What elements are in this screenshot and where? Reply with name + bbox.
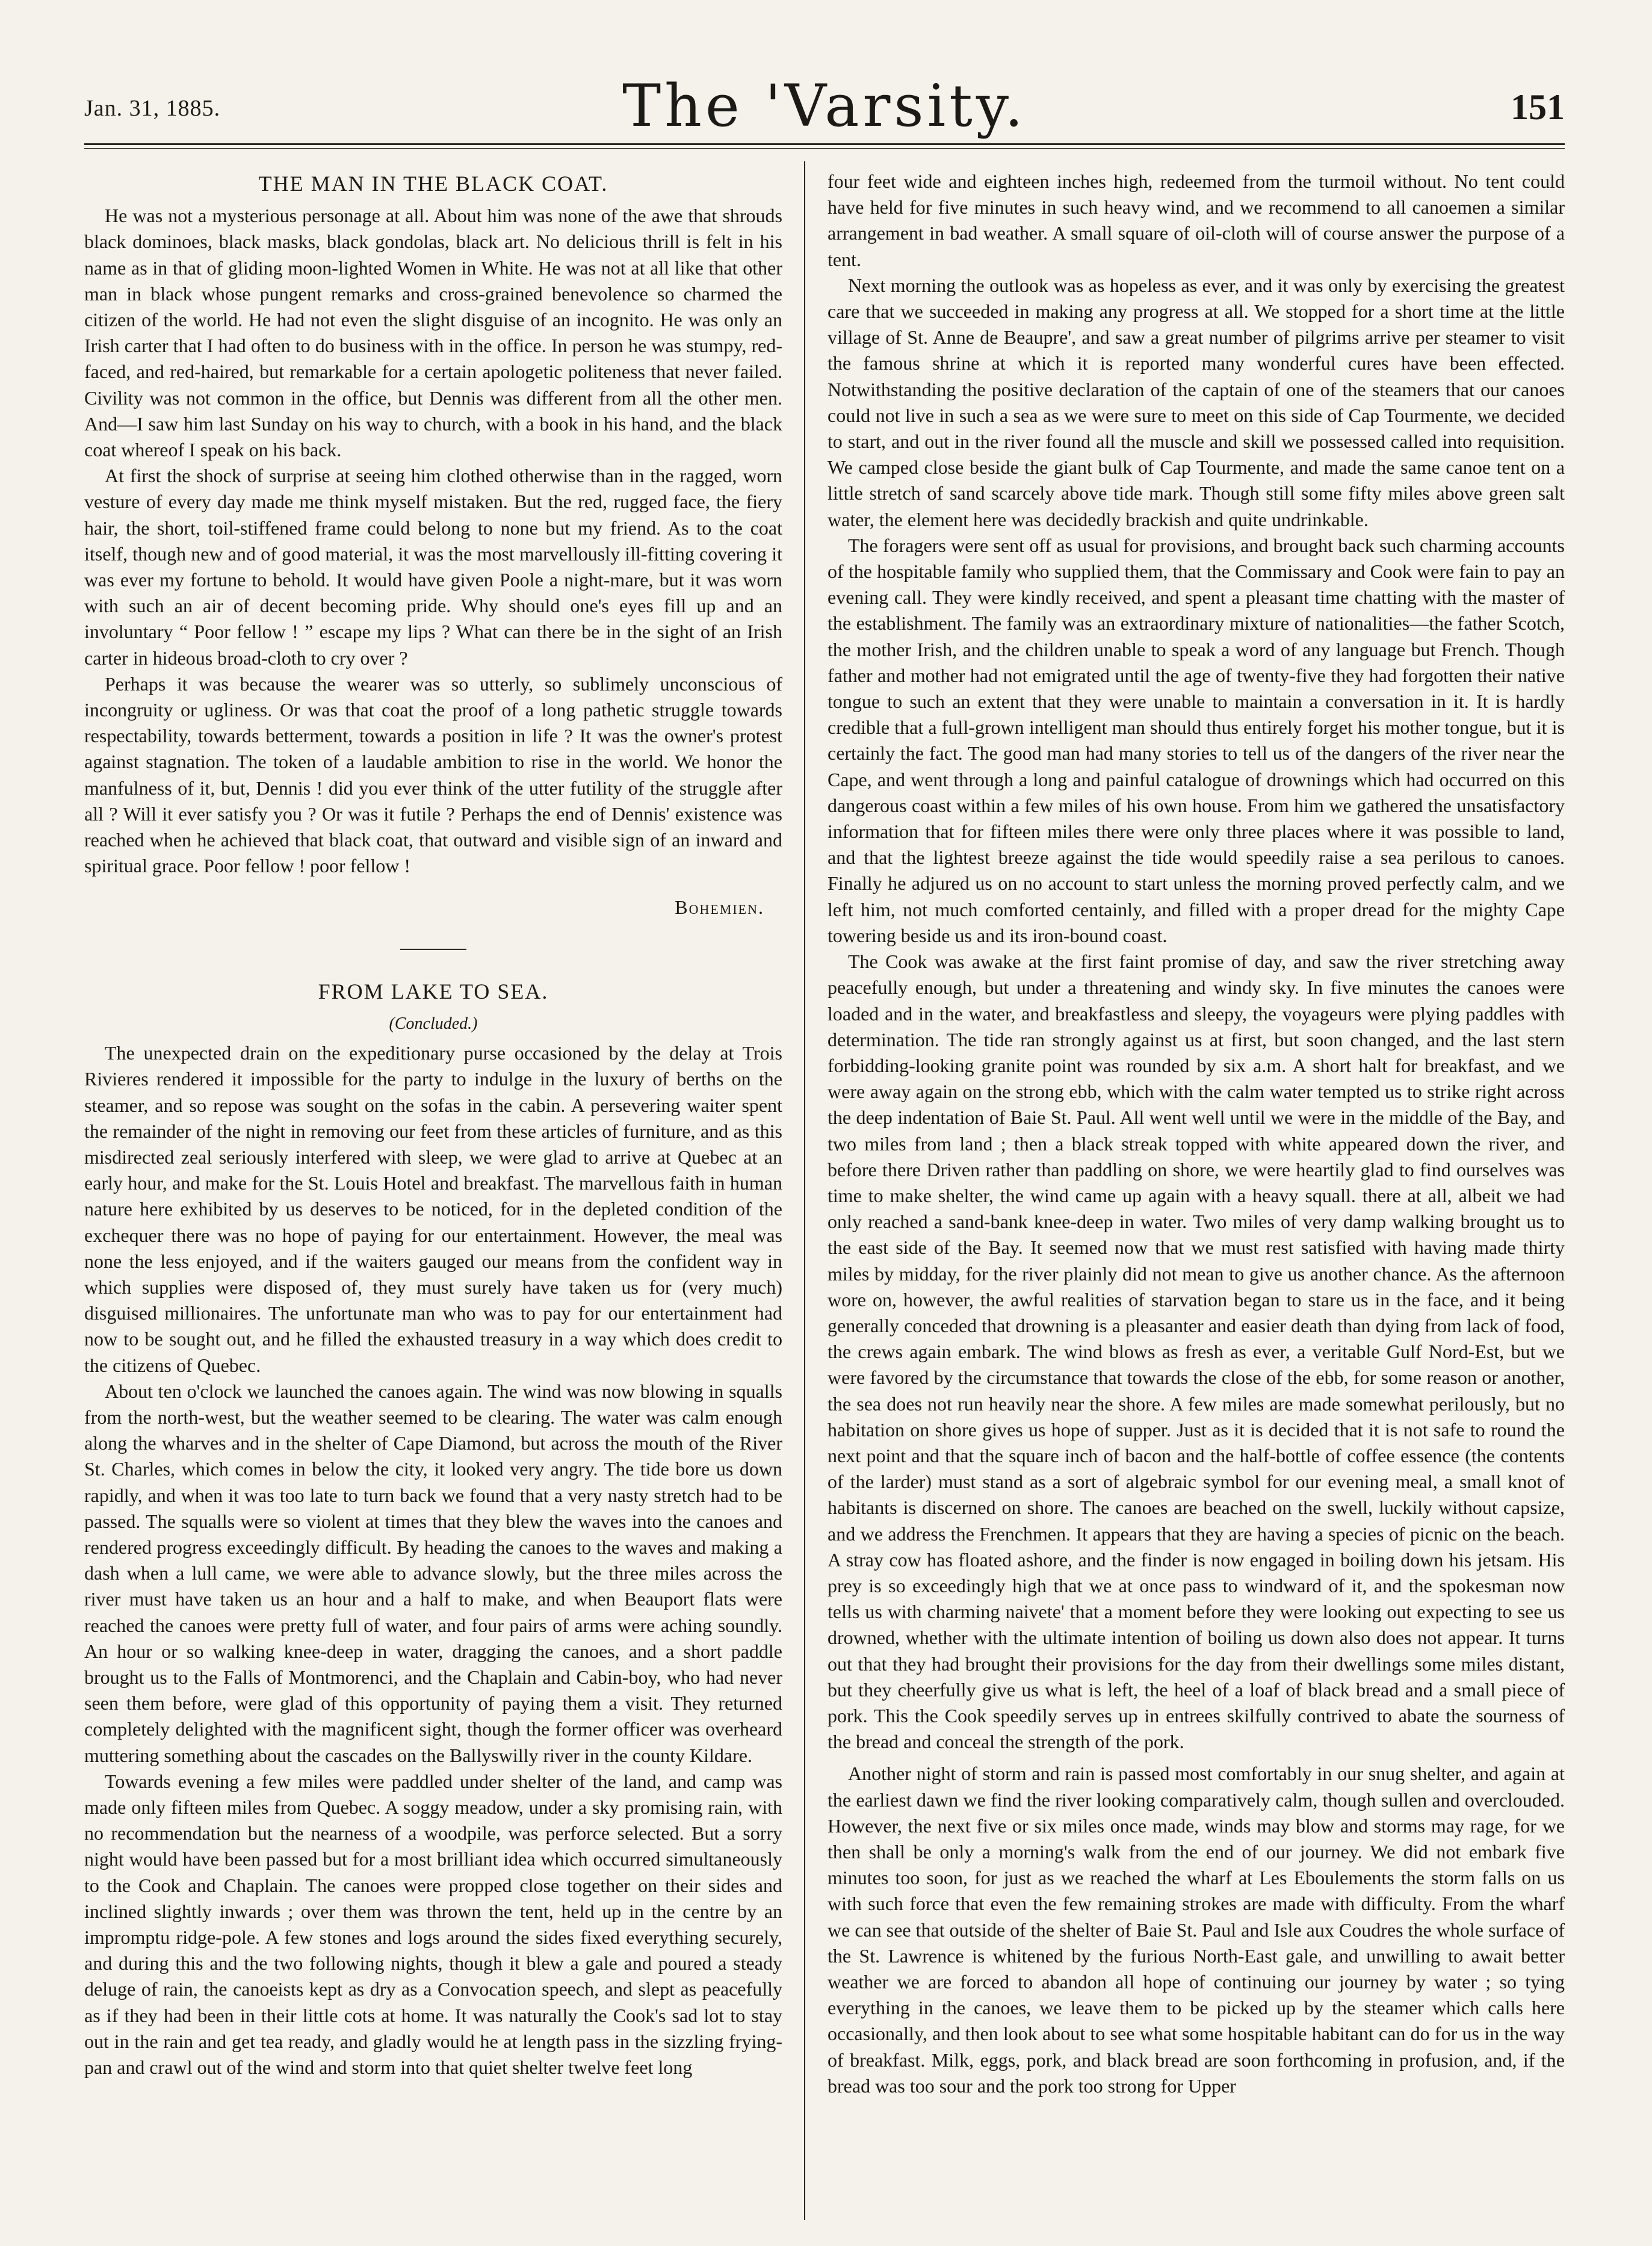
article-paragraph: Towards evening a few miles were paddled under shelter of the land, and camp was made only fifteen miles from Quebec. A soggy meadow, under a sky promising rain, with no recommendation but the nearness of a woodpile, was perforce selected. But a sorry night would have been passed but for a most brilliant idea which occurred simultaneously to the Cook and Chaplain. The canoes were propped close together on their sides and inclined slightly inwards ; over them was thrown the tent, held up in the centre by an impromptu ridge-pole. A few stones and logs around the sides fixed everything securely, and during this and the two following nights, though it blew a gale and poured a steady deluge of rain, the canoeists kept as dry as a Convocation speech, and slept as peacefully as if they had been in their little cots at home. It was naturally the Cook's sad lot to stay out in the rain and get tea ready, and gladly would he at length pass in the sizzling frying-pan and crawl out of the wind and storm into that quiet shelter twelve feet long bbox=[84, 1770, 782, 2079]
article-subheading: (Concluded.) bbox=[389, 1014, 478, 1033]
column-divider bbox=[804, 161, 805, 2220]
article-paragraph: He was not a mysterious personage at all. About him was none of the awe that shrouds black dominoes, black masks, black gondolas, black art. No delicious thrill is felt in his name as in that of gliding moon-lighted Women in White. He was not at all like that other man in black whose pungent remarks and cross-grained benevolence so charmed the citizen of the world. He had not even the slight disguise of an incognito. He was only an Irish carter that I had often to do business with in the office. In person he was stumpy, red-faced, and red-haired, but remarkable for a certain apologetic politeness that never failed. Civility was not common in the office, but Dennis was different from all the other men. And—I saw him last Sunday on his way to church, with a book in his hand, and the black coat whereof I speak on his back. bbox=[84, 205, 782, 461]
article-paragraph: The foragers were sent off as usual for provisions, and brought back such charming accounts of the hospitable family who supplied them, that the Commissary and Cook were fain to pay an evening call. They were kindly received, and spent a pleasant time chatting with the master of the establishment. The family was an extraordinary mixture of nationalities—the father Scotch, the mother Irish, and the children unable to speak a word of any language but French. Though father and mother had not emigrated until the age of twenty-five they had forgotten their native tongue to such an extent that they were unable to maintain a conversation in it. It is hardly credible that a full-grown intelligent man should thus entirely forget his mother tongue, but it is certainly the fact. The good man had many stories to tell us of the dangers of the river near the Cape, and went through a long and painful catalogue of drownings which had occurred on this dangerous coast within a few miles of his own house. From him we gathered the unsatisfactory information that for fifteen miles there were only three places where it was possible to land, and that the lightest breeze against the tide would speedily raise a sea perilous to canoes. Finally he adjured us on no account to start unless the morning proved perfectly calm, and we left him, not much comforted centainly, and filled with a proper dread for the mighty Cape towering beside us and its iron-bound coast. bbox=[828, 534, 1565, 946]
article-paragraph: About ten o'clock we launched the canoes again. The wind was now blowing in squalls from the north-west, but the weather seemed to be clearing. The water was calm enough along the wharves and in the shelter of Cape Diamond, but across the mouth of the River St. Charles, which comes in below the city, it looked very angry. The tide bore us down rapidly, and when it was too late to turn back we found that a very nasty stretch had to be passed. The squalls were so violent at times that they blew the waves into the canoes and rendered progress exceedingly difficult. By heading the canoes to the waves and making a dash when a lull came, we were able to advance slowly, but the three miles across the river must have taken us an hour and a half to make, and when Beauport flats were reached the canoes were pretty full of water, and four pairs of arms were aching soundly. An hour or so walking knee-deep in water, dragging the canoes, and a short paddle brought us to the Falls of Montmorenci, and the Chaplain and Cabin-boy, who had never seen them before, were glad of this opportunity of paying them a visit. They returned completely delighted with the magnificent sight, though the former officer was overheard muttering something about the cascades on the Ballyswilly river in the county Kildare. bbox=[84, 1380, 782, 1766]
article-paragraph: Next morning the outlook was as hopeless as ever, and it was only by exercising the greatest care that we succeeded in making any progress at all. We stopped for a short time at the little village of St. Anne de Beaupre', and saw a great number of pilgrims arrive per steamer to visit the famous shrine at which it is reported many wonderful cures have been effected. Notwithstanding the positive declaration of the captain of one of the steamers that our canoes could not live in such a sea as we were sure to meet on this side of Cap Tourmente, we decided to start, and out in the river found all the muscle and skill we possessed called into requisition. We camped close beside the giant bulk of Cap Tourmente, and made the same canoe tent on a little stretch of sand scarcely above tide mark. Though still some fifty miles above green salt water, the element here was decidedly brackish and quite undrinkable. bbox=[828, 274, 1565, 530]
header-rule-bottom bbox=[84, 148, 1565, 149]
article-signature: Bohemien. bbox=[675, 896, 764, 919]
paragraph-gap bbox=[828, 1755, 1565, 1761]
article-paragraph: four feet wide and eighteen inches high, redeemed from the turmoil without. No tent could have held for five minutes in such heavy wind, and we recommend to all canoemen a similar arrangement in bad weather. A small square of oil-cloth will of course answer the purpose of a tent. bbox=[828, 170, 1565, 270]
article-heading-from-lake-to-sea: FROM LAKE TO SEA. bbox=[318, 979, 549, 1004]
masthead bbox=[84, 72, 1565, 144]
article-paragraph: The Cook was awake at the first faint promise of day, and saw the river stretching away peacefully enough, but under a threatening and windy sky. In five minutes the canoes were loaded and in the water, and breakfastless and sleepy, the voyageurs were plying paddles with determination. The tide ran strongly against us at first, but soon changed, and the last stern forbidding-looking granite point was rounded by six a.m. A short halt for breakfast, and we were away again on the strong ebb, which with the calm water tempted us to strike right across the deep indentation of Baie St. Paul. All went well until we were in the middle of the Bay, and two miles from land ; then a black streak topped with white appeared down the river, and before there Driven rather than paddling on shore, we were heartily glad to find ourselves was time to make shelter, the wind came up again with a heavy squall. there at all, albeit we had only reached a sand-bank knee-deep in water. Two miles of very damp walking brought us to the east side of the Bay. It seemed now that we must rest satisfied with having made thirty miles by midday, for the river plainly did not mean to give us another chance. As the afternoon wore on, however, the awful realities of starvation began to stare us in the face, and it being generally conceded that drowning is a pleasanter and easier death than dying from lack of food, the crews again embark. The wind blows as fresh as ever, a veritable Gulf Nord-Est, but we were favored by the circumstance that towards the close of the ebb, for some reason or another, the sea does not run heavily near the shore. A few miles are made somewhat perilously, but no habitation on shore gives us hope of supper. Just as it is decided that it is not safe to round the next point and that the square inch of bacon and the half-bottle of coffee essence (the contents of the larder) must stand as a sort of algebraic symbol for our evening meal, a small knot of habitants is discerned on shore. The canoes are beached on the swell, luckily without capsize, and we address the Frenchmen. It appears that they are having a species of picnic on the beach. A stray cow has floated ashore, and the finder is now engaged in boiling down his jetsam. His prey is so exceedingly high that we at once pass to windward of it, and the spokesman now tells us with charming naivete' that a moment before they were looking out expecting to see us drowned, whether with the ultimate intention of boiling us down also does not appear. It turns out that they had brought their provisions for the day from their dwellings some miles distant, but they cheerfully give us what is left, the heel of a loaf of black bread and a small piece of pork. This the Cook speedily serves up in entrees skilfully contrived to abate the sourness of the bread and conceal the strength of the pork. bbox=[828, 951, 1565, 1753]
article-paragraph: At first the shock of surprise at seeing him clothed otherwise than in the ragged, worn vesture of every day made me think myself mistaken. But the red, rugged face, the fiery hair, the short, toil-stiffened frame could belong to none but my friend. As to the coat itself, though new and of good material, it was the most marvellously ill-fitting covering it was ever my fortune to behold. It would have given Poole a night-mare, but it was worn with such an air of decent becoming pride. Why should one's eyes fill up and an involuntary “ Poor fellow ! ” escape my lips ? What can there be in the sight of an Irish carter in hideous broad-cloth to cry over ? bbox=[84, 465, 782, 669]
newspaper-title: The 'Varsity. bbox=[622, 72, 1027, 140]
header-rule-top bbox=[84, 143, 1565, 145]
article-separator bbox=[400, 949, 466, 950]
page-number: 151 bbox=[1511, 87, 1565, 127]
article-paragraph: Another night of storm and rain is passed most comfortably in our snug shelter, and again at the earliest dawn we find the river looking comparatively calm, though sullen and overclouded. However, the next five or six miles once made, winds may blow and storms may rage, for we then shall be only a morning's walk from the end of our journey. We did not embark five minutes too soon, for just as we reached the wharf at Les Eboulements the storm falls on us with such force that even the few remaining strokes are made with difficulty. From the wharf we can see that outside of the shelter of Baie St. Paul and Isle aux Coudres the whole surface of the St. Lawrence is whitened by the furious North-East gale, and unwilling to await better weather we are forced to abandon all hope of continuing our journey by water ; so tying everything in the canoes, we leave them to be picked up by the steamer which calls here occasionally, and then look about to see what some hospitable habitant can do for us in the way of breakfast. Milk, eggs, pork, and black bread are soon forthcoming in profusion, and, if the bread was too sour and the pork too strong for Upper bbox=[828, 1763, 1565, 2097]
article-heading-man-in-black-coat: THE MAN IN THE BLACK COAT. bbox=[258, 172, 608, 196]
article-paragraph: The unexpected drain on the expeditionary purse occasioned by the delay at Trois Rivieres rendered it impossible for the party to indulge in the luxury of berths on the steamer, and so repose was sought on the sofas in the cabin. A persevering waiter spent the remainder of the night in removing our feet from these articles of furniture, and as this misdirected zeal seriously interfered with sleep, we were glad to arrive at Quebec at an early hour, and make for the St. Louis Hotel and breakfast. The marvellous faith in human nature here exhibited by us deserves to be noticed, for in the depleted condition of the exchequer there was no hope of paying for our entertainment. However, the meal was none the less enjoyed, and if the waiters gauged our means from the confident way in which supplies were disposed of, they must surely have taken us for (very much) disguised millionaires. The unfortunate man who was to pay for our entertainment had now to be sought out, and he filled the exhausted treasury in a way which does credit to the citizens of Quebec. bbox=[84, 1042, 782, 1376]
article-paragraph: Perhaps it was because the wearer was so utterly, so sublimely unconscious of incongruity or ugliness. Or was that coat the proof of a long pathetic struggle towards respectability, towards betterment, towards a position in life ? It was the owner's protest against stagnation. The token of a laudable ambition to rise in the world. We honor the manfulness of it, but, Dennis ! did you ever think of the utter futility of the struggle after all ? Will it ever satisfy you ? Or was it futile ? Perhaps the end of Dennis' existence was reached when he achieved that black coat, that outward and visible sign of an inward and spiritual grace. Poor fellow ! poor fellow ! bbox=[84, 672, 782, 877]
right-column bbox=[828, 169, 1565, 2099]
issue-date: Jan. 31, 1885. bbox=[84, 96, 221, 121]
left-column bbox=[84, 169, 782, 2080]
